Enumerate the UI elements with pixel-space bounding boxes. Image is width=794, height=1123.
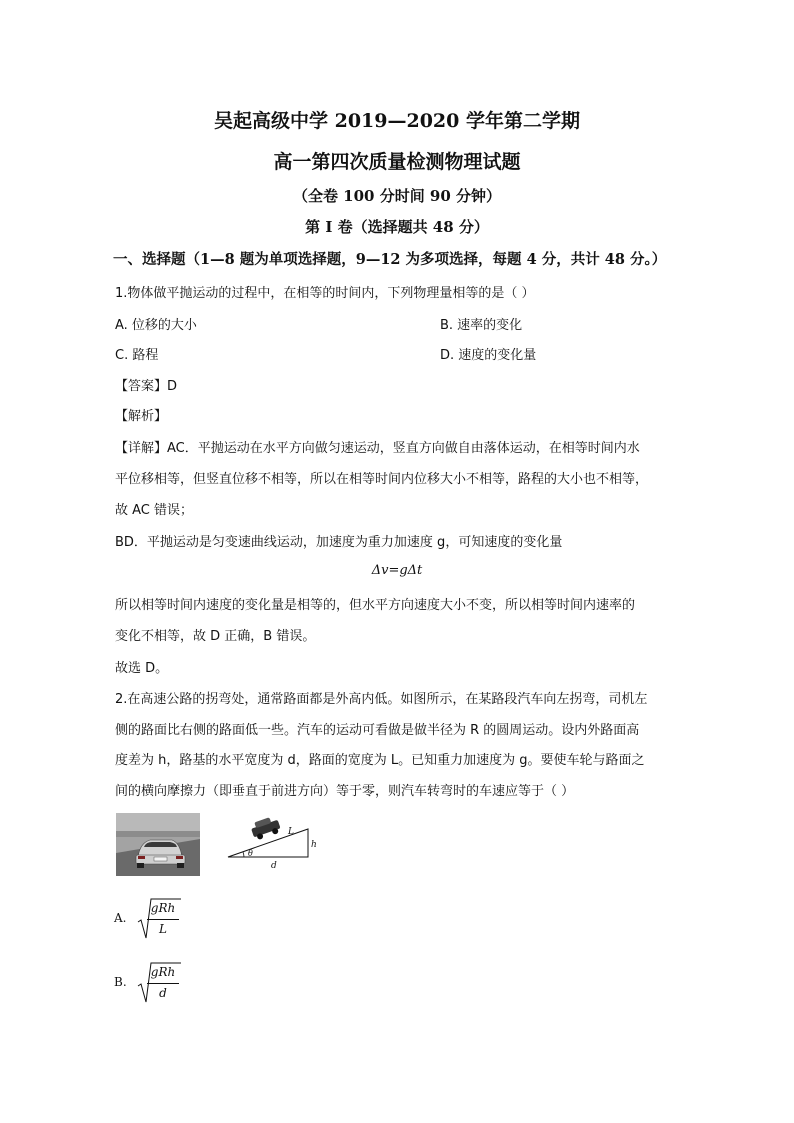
- car-photo: [116, 813, 200, 876]
- school-line: 吴起高级中学 2019—2020 学年第二学期: [214, 110, 580, 132]
- q1-option-d: D. 速度的变化量: [440, 348, 537, 363]
- q2-option-b-label: B.: [114, 975, 127, 989]
- q2-stem-line1: 2.在高速公路的拐弯处，通常路面都是外高内低。如图所示，在某路段汽车向左拐弯，司机左: [115, 692, 648, 707]
- q1-detail-line5: 所以相等时间内速度的变化量是相等的，但水平方向速度大小不变，所以相等时间内速率的: [115, 598, 636, 613]
- q1-formula: Δv=gΔt: [371, 563, 423, 578]
- q2-option-a-denominator: L: [159, 922, 167, 936]
- q1-analysis-tag: 【解析】: [115, 409, 168, 424]
- q1-option-c: C. 路程: [115, 348, 159, 363]
- q2-option-b-denominator: d: [159, 986, 167, 1000]
- incline-diagram: [222, 815, 326, 871]
- diagram-label-theta: θ: [248, 849, 253, 858]
- q1-detail-line3: 故 AC 错误；: [115, 503, 194, 518]
- q1-detail-line1: 【详解】AC．平抛运动在水平方向做匀速运动，竖直方向做自由落体运动，在相等时间内水: [115, 441, 640, 456]
- q2-option-a-numerator: gRh: [150, 901, 176, 915]
- diagram-label-L: L: [288, 827, 294, 837]
- q2-option-b-fraction-bar: [147, 983, 179, 984]
- answer-value: D: [167, 379, 178, 394]
- q2-option-b-numerator: gRh: [150, 965, 176, 979]
- q2-stem-line4: 间的横向摩擦力（即垂直于前进方向）等于零，则汽车转弯时的车速应等于（ ）: [115, 784, 575, 799]
- q1-detail-line2: 平位移相等，但竖直位移不相等，所以在相等时间内位移大小不相等，路程的大小也不相等，: [115, 472, 649, 487]
- q2-option-a-fraction-bar: [147, 919, 179, 920]
- section-heading: 一、选择题（1—8 题为单项选择题，9—12 为多项选择，每题 4 分，共计 48 分。）: [113, 251, 667, 268]
- q1-stem: 1.物体做平抛运动的过程中，在相等的时间内，下列物理量相等的是（ ）: [115, 286, 535, 301]
- q1-detail-line7: 故选 D。: [115, 661, 169, 676]
- q1-option-a: A. 位移的大小: [115, 318, 197, 333]
- answer-tag: 【答案】: [115, 379, 168, 394]
- part-title: 第 I 卷（选择题共 48 分）: [305, 218, 489, 236]
- diagram-label-h: h: [311, 840, 317, 850]
- q2-option-a-label: A.: [114, 911, 127, 925]
- q2-stem-line3: 度差为 h，路基的水平宽度为 d，路面的宽度为 L。已知重力加速度为 g。要使车轮与路面之: [115, 753, 645, 768]
- q1-option-b: B. 速率的变化: [440, 318, 523, 333]
- q1-answer: [115, 375, 177, 394]
- q2-stem-line2: 侧的路面比右侧的路面低一些。汽车的运动可看做是做半径为 R 的圆周运动。设内外路面高: [115, 723, 640, 738]
- diagram-label-d: d: [271, 861, 277, 871]
- exam-title: 高一第四次质量检测物理试题: [273, 151, 521, 173]
- q1-detail-line4: BD．平抛运动是匀变速曲线运动，加速度为重力加速度 g，可知速度的变化量: [115, 535, 563, 550]
- q1-detail-line6: 变化不相等，故 D 正确，B 错误。: [115, 629, 316, 644]
- exam-info: （全卷 100 分时间 90 分钟）: [292, 187, 502, 205]
